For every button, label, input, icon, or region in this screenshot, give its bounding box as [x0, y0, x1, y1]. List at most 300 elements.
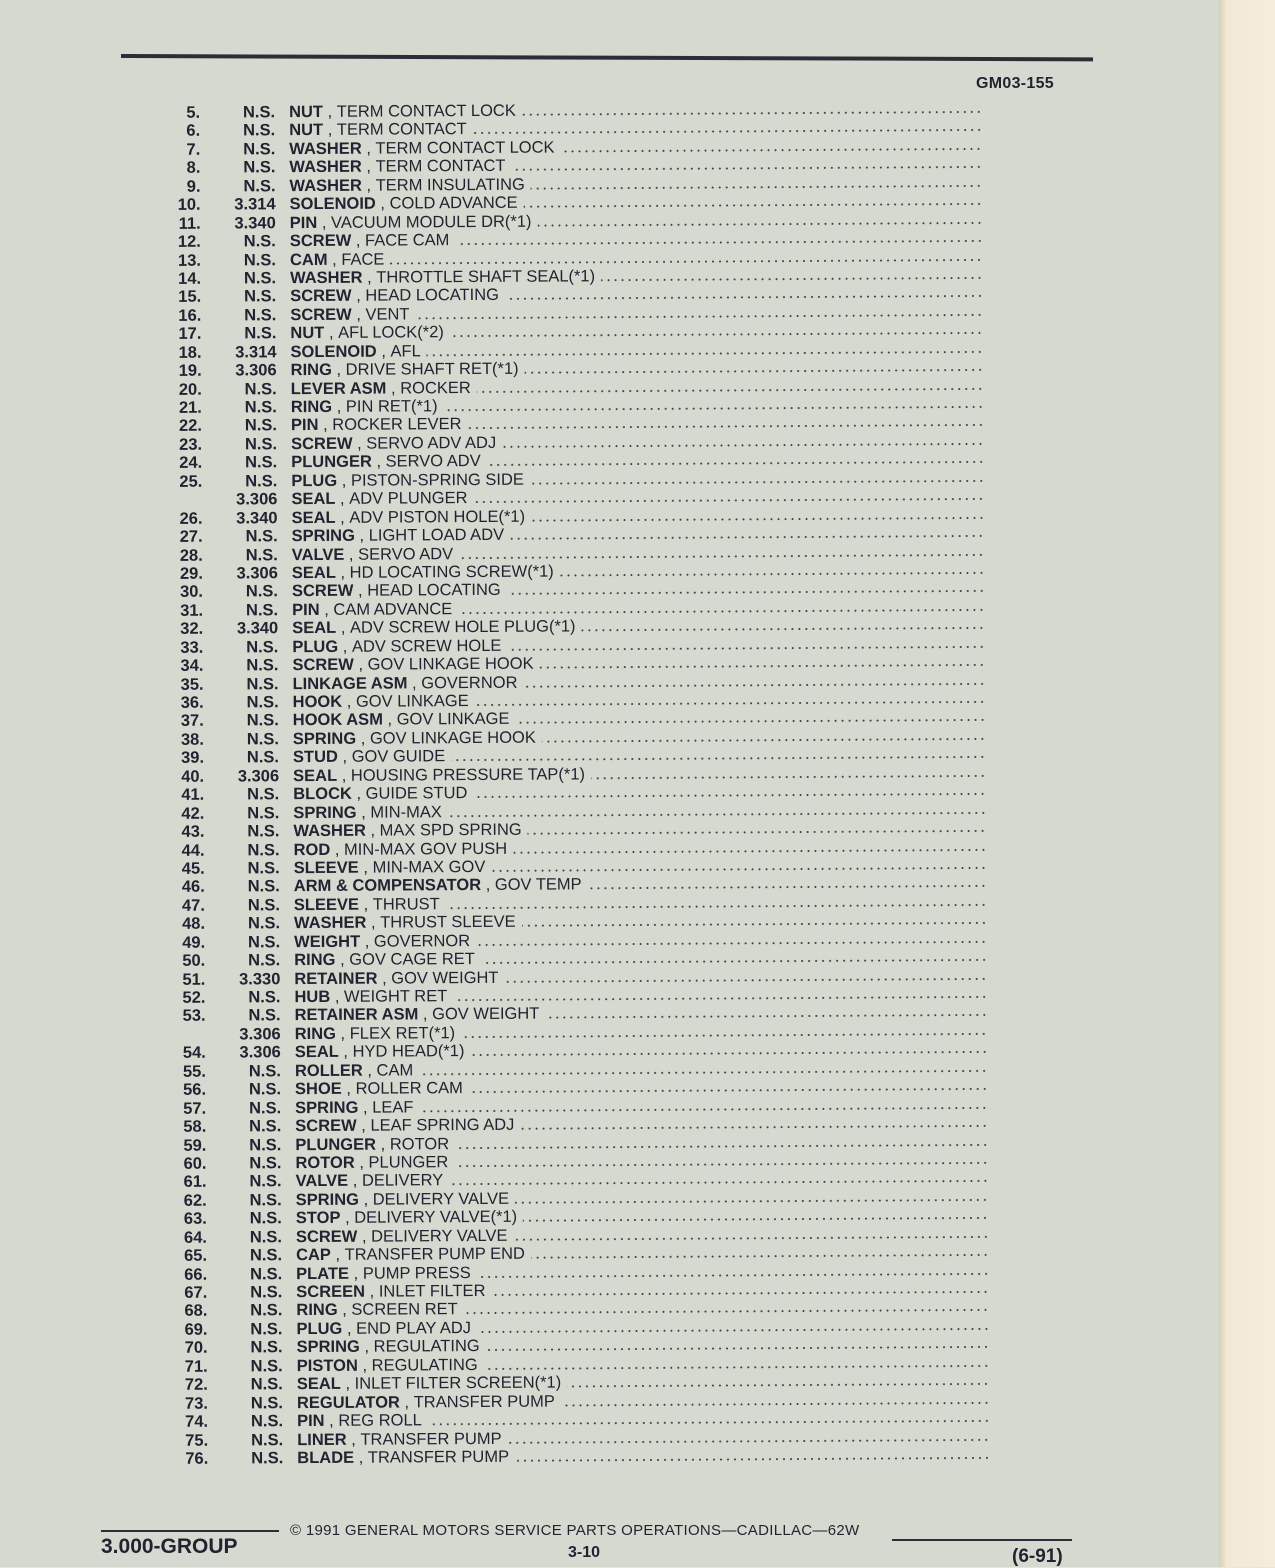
part-separator: , — [358, 1098, 372, 1117]
part-name: SEAL — [292, 564, 336, 583]
dot-leader — [473, 498, 984, 503]
part-separator: , — [332, 398, 346, 417]
part-name: SCREW — [290, 232, 352, 251]
part-number: 70. — [158, 1339, 208, 1358]
dot-leader — [505, 977, 988, 982]
part-separator: , — [362, 269, 376, 288]
part-description: TERM CONTACT — [337, 120, 473, 139]
part-name: WEIGHT — [294, 932, 360, 951]
part-name: RING — [295, 1025, 336, 1044]
part-number: 62. — [157, 1191, 207, 1210]
part-separator: , — [338, 1301, 352, 1320]
part-description: DELIVERY VALVE(*1) — [354, 1208, 523, 1227]
part-number: 68. — [157, 1302, 207, 1321]
part-name: SCREW — [291, 435, 353, 454]
part-number: 24. — [152, 454, 202, 473]
part-number: 12. — [151, 233, 201, 252]
part-group: 3.340 — [203, 619, 292, 638]
part-name: PLUNGER — [291, 453, 372, 472]
part-group: N.S. — [202, 417, 291, 436]
part-separator: , — [372, 453, 386, 472]
part-name: HOOK ASM — [293, 711, 383, 730]
dot-leader — [561, 1402, 990, 1407]
part-separator: , — [354, 1449, 368, 1468]
part-separator: , — [359, 859, 373, 878]
part-name: STOP — [296, 1209, 341, 1228]
part-description: GOV WEIGHT — [391, 968, 504, 987]
dot-leader — [468, 424, 984, 429]
part-description: LEAF — [372, 1098, 419, 1117]
part-group: N.S. — [208, 1394, 297, 1413]
part-description: ROCKER LEVER — [332, 416, 467, 435]
part-number: 53. — [156, 1007, 206, 1026]
dot-leader — [451, 756, 986, 761]
dot-leader — [455, 240, 982, 245]
part-separator: , — [342, 1320, 356, 1339]
dot-leader — [448, 812, 986, 817]
part-group: N.S. — [207, 1320, 296, 1339]
part-separator: , — [317, 214, 331, 233]
dot-leader — [588, 885, 987, 889]
part-description: GOV LINKAGE — [356, 692, 475, 711]
part-separator: , — [386, 379, 400, 398]
part-description: DELIVERY — [362, 1172, 449, 1191]
dot-leader — [525, 369, 984, 374]
part-description: CAM ADVANCE — [333, 600, 458, 619]
part-separator: , — [377, 969, 391, 988]
part-group: N.S. — [207, 1191, 296, 1210]
dot-leader — [545, 1014, 987, 1019]
part-group: N.S. — [200, 158, 289, 177]
part-group: N.S. — [205, 951, 294, 970]
dot-leader — [531, 517, 984, 522]
part-separator: , — [323, 103, 337, 122]
part-name: SCREW — [295, 1117, 357, 1136]
part-name: NUT — [290, 324, 324, 343]
part-description: ADV SCREW HOLE PLUG(*1) — [350, 618, 582, 638]
part-group: 3.306 — [204, 767, 293, 786]
document-id: GM03-155 — [976, 75, 1054, 93]
part-separator: , — [356, 730, 370, 749]
part-separator: , — [331, 1246, 345, 1265]
part-group: N.S. — [203, 527, 292, 546]
part-name: HOOK — [293, 693, 343, 712]
part-number: 33. — [153, 638, 203, 657]
dot-leader — [542, 738, 986, 743]
part-name: NUT — [289, 121, 323, 140]
part-name: VALVE — [296, 1172, 349, 1191]
part-name: SCREW — [292, 582, 354, 601]
part-separator: , — [365, 1283, 379, 1302]
part-name: PIN — [292, 601, 320, 620]
part-name: SCREW — [292, 656, 354, 675]
part-description: GOV WEIGHT — [432, 1005, 545, 1024]
part-name: ROD — [294, 840, 331, 859]
part-number: 20. — [152, 380, 202, 399]
part-name: BLOCK — [293, 785, 352, 804]
part-description: HD LOCATING SCREW(*1) — [350, 562, 560, 582]
dot-leader — [510, 535, 985, 540]
part-description: TRANSFER PUMP — [360, 1429, 507, 1448]
dot-leader — [508, 1438, 991, 1443]
part-group: N.S. — [205, 878, 294, 897]
part-number: 56. — [156, 1081, 206, 1100]
part-separator: , — [352, 306, 366, 325]
part-separator: , — [347, 1430, 361, 1449]
part-separator: , — [318, 416, 332, 435]
dot-leader — [473, 793, 986, 798]
part-description: AFL — [390, 342, 426, 361]
dot-leader — [459, 553, 985, 558]
part-group: N.S. — [205, 859, 294, 878]
part-number: 7. — [150, 141, 200, 160]
part-description: TERM CONTACT — [376, 157, 512, 176]
part-separator: , — [324, 324, 338, 343]
dot-leader — [446, 904, 987, 909]
part-number: 27. — [153, 528, 203, 547]
part-group: N.S. — [207, 1283, 296, 1302]
part-group: N.S. — [206, 1062, 295, 1081]
part-description: TRANSFER PUMP END — [345, 1245, 531, 1265]
part-separator: , — [327, 250, 341, 269]
dot-leader — [523, 1217, 989, 1222]
part-description: SCREEN RET — [351, 1301, 463, 1320]
part-group: N.S. — [204, 822, 293, 841]
part-separator: , — [336, 564, 350, 583]
part-group: N.S. — [205, 841, 294, 860]
part-separator: , — [352, 785, 366, 804]
part-number: 34. — [153, 657, 203, 676]
dot-leader — [515, 1457, 990, 1462]
part-name: RETAINER ASM — [295, 1006, 419, 1025]
part-name: SLEEVE — [294, 896, 359, 915]
part-group: N.S. — [206, 1136, 295, 1155]
part-number: 23. — [152, 436, 202, 455]
part-number: 75. — [158, 1431, 208, 1450]
part-number: 6. — [150, 122, 200, 141]
dot-leader — [464, 1309, 990, 1314]
part-name: PLATE — [296, 1264, 349, 1283]
part-number: 30. — [153, 583, 203, 602]
part-group: N.S. — [207, 1209, 296, 1228]
part-name: BLADE — [297, 1449, 354, 1468]
part-name: SPRING — [292, 527, 355, 546]
part-separator: , — [358, 1356, 372, 1375]
part-group: 3.314 — [201, 195, 290, 214]
dot-leader — [473, 129, 982, 134]
part-separator: , — [337, 767, 351, 786]
part-description: THRUST SLEEVE — [380, 913, 522, 932]
part-name: RING — [291, 398, 332, 417]
part-separator: , — [337, 472, 351, 491]
part-separator: , — [357, 803, 371, 822]
part-description: TERM INSULATING — [376, 175, 531, 194]
part-separator: , — [335, 490, 349, 509]
part-separator: , — [353, 582, 367, 601]
part-separator: , — [349, 1264, 363, 1283]
part-group: N.S. — [206, 1099, 295, 1118]
part-group: N.S. — [204, 730, 293, 749]
part-description: SERVO ADV — [386, 452, 487, 471]
part-name: PLUG — [291, 472, 337, 491]
part-name: SPRING — [297, 1338, 360, 1357]
part-number: 31. — [153, 601, 203, 620]
part-number: 57. — [156, 1099, 206, 1118]
dot-leader — [531, 185, 983, 190]
part-group: 3.340 — [201, 214, 290, 233]
part-name: SEAL — [293, 767, 337, 786]
part-name: WASHER — [290, 269, 363, 288]
part-description: MIN-MAX GOV PUSH — [344, 839, 513, 858]
part-name: VALVE — [292, 545, 345, 564]
part-group: N.S. — [207, 1228, 296, 1247]
part-name: SEAL — [295, 1043, 339, 1062]
part-name: SCREW — [290, 287, 352, 306]
part-group: N.S. — [200, 140, 289, 159]
part-number: 13. — [151, 251, 201, 270]
part-separator: , — [352, 435, 366, 454]
part-separator: , — [359, 895, 373, 914]
part-separator: , — [366, 822, 380, 841]
part-group: N.S. — [201, 232, 290, 251]
dot-leader — [530, 480, 984, 485]
part-group: 3.306 — [206, 1025, 295, 1044]
part-description: THROTTLE SHAFT SEAL(*1) — [376, 267, 601, 287]
part-group: N.S. — [207, 1246, 296, 1265]
part-description: TRANSFER PUMP — [368, 1448, 515, 1467]
part-number: 17. — [151, 325, 201, 344]
part-description: HEAD LOCATING — [365, 286, 505, 305]
part-name: LINER — [297, 1430, 347, 1449]
part-group: N.S. — [206, 1154, 295, 1173]
part-group: N.S. — [201, 306, 290, 325]
part-description: ADV SCREW HOLE — [352, 637, 508, 656]
part-name: LEVER ASM — [291, 379, 387, 398]
dot-leader — [486, 1346, 990, 1351]
dot-leader — [513, 1236, 988, 1241]
part-group: N.S. — [208, 1412, 297, 1431]
part-group: N.S. — [206, 1007, 295, 1026]
dot-leader — [475, 701, 986, 706]
part-description: PLUNGER — [368, 1153, 454, 1172]
footer-rule-right — [892, 1539, 1072, 1541]
part-name: SPRING — [293, 803, 356, 822]
part-name: SCREEN — [296, 1283, 365, 1302]
part-group: N.S. — [204, 693, 293, 712]
dot-leader — [528, 830, 987, 835]
part-number: 15. — [151, 288, 201, 307]
dot-leader — [390, 258, 983, 264]
part-number: 76. — [158, 1450, 208, 1469]
part-number: 45. — [155, 860, 205, 879]
part-name: ROTOR — [295, 1154, 354, 1173]
part-description: HOUSING PRESSURE TAP(*1) — [351, 765, 591, 785]
part-number: 42. — [154, 804, 204, 823]
part-group: N.S. — [206, 1080, 295, 1099]
part-description: FACE CAM — [365, 231, 455, 250]
part-description: GUIDE STUD — [366, 784, 474, 803]
part-separator: , — [338, 637, 352, 656]
part-name: PLUG — [296, 1320, 342, 1339]
part-number: 29. — [153, 565, 203, 584]
part-description: TERM CONTACT LOCK — [375, 138, 560, 158]
part-description: GOVERNOR — [421, 673, 523, 692]
part-description: INLET FILTER SCREEN(*1) — [355, 1374, 568, 1394]
part-separator: , — [336, 1025, 350, 1044]
part-name: SOLENOID — [290, 195, 376, 214]
part-name: SEAL — [292, 619, 336, 638]
part-description: TERM CONTACT LOCK — [337, 102, 522, 122]
part-group: N.S. — [208, 1338, 297, 1357]
part-number: 18. — [151, 343, 201, 362]
part-description: REGULATING — [374, 1337, 486, 1356]
part-name: NUT — [289, 103, 323, 122]
part-number: 41. — [154, 786, 204, 805]
dot-leader — [477, 1272, 989, 1277]
dot-leader — [524, 203, 983, 208]
part-group: N.S. — [202, 398, 291, 417]
part-separator: , — [342, 1080, 356, 1099]
part-separator: , — [325, 1412, 339, 1431]
part-description: GOV LINKAGE HOOK — [370, 728, 542, 748]
dot-leader — [582, 627, 986, 631]
part-group: 3.306 — [206, 1043, 295, 1062]
dot-leader — [522, 922, 987, 927]
part-group: N.S. — [203, 638, 292, 657]
part-number: 74. — [158, 1413, 208, 1432]
part-separator: , — [355, 1154, 369, 1173]
part-description: GOV CAGE RET — [349, 950, 481, 969]
part-number: 59. — [156, 1136, 206, 1155]
part-name: WASHER — [294, 914, 367, 933]
part-description: ROCKER — [400, 379, 477, 398]
dot-leader — [416, 314, 984, 319]
part-description: ADV PLUNGER — [349, 489, 473, 508]
part-number: 66. — [157, 1265, 207, 1284]
part-group: N.S. — [208, 1449, 297, 1468]
part-group: N.S. — [203, 675, 292, 694]
part-name: SPRING — [296, 1191, 359, 1210]
part-group: N.S. — [206, 1117, 295, 1136]
part-group: 3.340 — [202, 509, 291, 528]
part-description: PUMP PRESS — [363, 1264, 477, 1283]
dot-leader — [560, 572, 985, 577]
part-number: 73. — [158, 1394, 208, 1413]
part-separator: , — [323, 121, 337, 140]
part-separator: , — [354, 656, 368, 675]
part-description: GOV GUIDE — [352, 747, 452, 766]
part-description: SERVO ADV ADJ — [366, 434, 502, 453]
part-name: RING — [291, 361, 332, 380]
dot-leader — [523, 682, 985, 687]
part-description: MAX SPD SPRING — [380, 821, 528, 840]
part-group: 3.314 — [201, 343, 290, 362]
part-description: AFL LOCK(*2) — [338, 323, 450, 342]
part-number: 5. — [150, 104, 200, 123]
dot-leader — [419, 1070, 988, 1075]
part-group: N.S. — [202, 380, 291, 399]
part-group: N.S. — [207, 1265, 296, 1284]
part-name: SLEEVE — [294, 859, 359, 878]
part-group: N.S. — [204, 804, 293, 823]
dot-leader — [540, 664, 986, 669]
part-name: LINKAGE ASM — [292, 674, 407, 693]
part-description: REG ROLL — [338, 1411, 428, 1430]
part-group: N.S. — [207, 1302, 296, 1321]
part-number: 72. — [158, 1376, 208, 1395]
part-separator: , — [339, 1043, 353, 1062]
part-separator: , — [363, 1061, 377, 1080]
part-group: N.S. — [205, 933, 294, 952]
part-separator: , — [357, 1117, 371, 1136]
part-number: 51. — [155, 970, 205, 989]
dot-leader — [491, 867, 986, 872]
dot-leader — [513, 848, 986, 853]
part-group: 3.306 — [203, 564, 292, 583]
part-number: 69. — [157, 1321, 207, 1340]
dot-leader — [507, 646, 985, 651]
dot-leader — [469, 1088, 988, 1093]
part-description: PIN RET(*1) — [346, 397, 444, 416]
part-group: N.S. — [200, 103, 289, 122]
part-name: SPRING — [293, 730, 356, 749]
part-description: COLD ADVANCE — [390, 194, 524, 213]
part-group: N.S. — [205, 914, 294, 933]
part-name: CAP — [296, 1246, 331, 1265]
part-separator: , — [418, 1006, 432, 1025]
dot-leader — [522, 111, 982, 116]
dot-leader — [567, 1383, 990, 1388]
part-name: PISTON — [297, 1357, 358, 1376]
part-name: STUD — [293, 748, 338, 767]
dot-leader — [476, 941, 987, 946]
part-description: GOV TEMP — [495, 876, 588, 895]
dot-leader — [484, 1365, 990, 1370]
part-separator: , — [330, 988, 344, 1007]
part-separator: , — [355, 527, 369, 546]
part-number: 38. — [154, 731, 204, 750]
part-group: N.S. — [203, 546, 292, 565]
part-group: N.S. — [202, 435, 291, 454]
part-description: LEAF SPRING ADJ — [370, 1116, 520, 1135]
part-group: N.S. — [202, 453, 291, 472]
part-group: N.S. — [203, 601, 292, 620]
dot-leader — [453, 996, 987, 1001]
part-separator: , — [377, 342, 391, 361]
parts-list — [150, 99, 990, 1468]
part-description: PISTON-SPRING SIDE — [351, 470, 530, 490]
dot-leader — [477, 387, 984, 392]
part-name: CAM — [290, 250, 328, 269]
part-separator: , — [376, 195, 390, 214]
dot-leader — [515, 719, 985, 724]
part-description: VACUUM MODULE DR(*1) — [331, 212, 538, 232]
part-description: GOV LINKAGE HOOK — [368, 655, 540, 675]
part-separator: , — [360, 932, 374, 951]
dot-leader — [505, 295, 983, 300]
part-description: END PLAY ADJ — [356, 1319, 477, 1338]
part-separator: , — [330, 840, 344, 859]
part-group: N.S. — [201, 324, 290, 343]
part-group: 3.330 — [205, 970, 294, 989]
part-separator: , — [332, 361, 346, 380]
part-description: HEAD LOCATING — [367, 581, 507, 600]
part-separator: , — [344, 545, 358, 564]
part-description: DELIVERY VALVE — [373, 1190, 515, 1209]
part-number: 52. — [155, 989, 205, 1008]
part-number: 10. — [151, 196, 201, 215]
part-number: 28. — [153, 546, 203, 565]
